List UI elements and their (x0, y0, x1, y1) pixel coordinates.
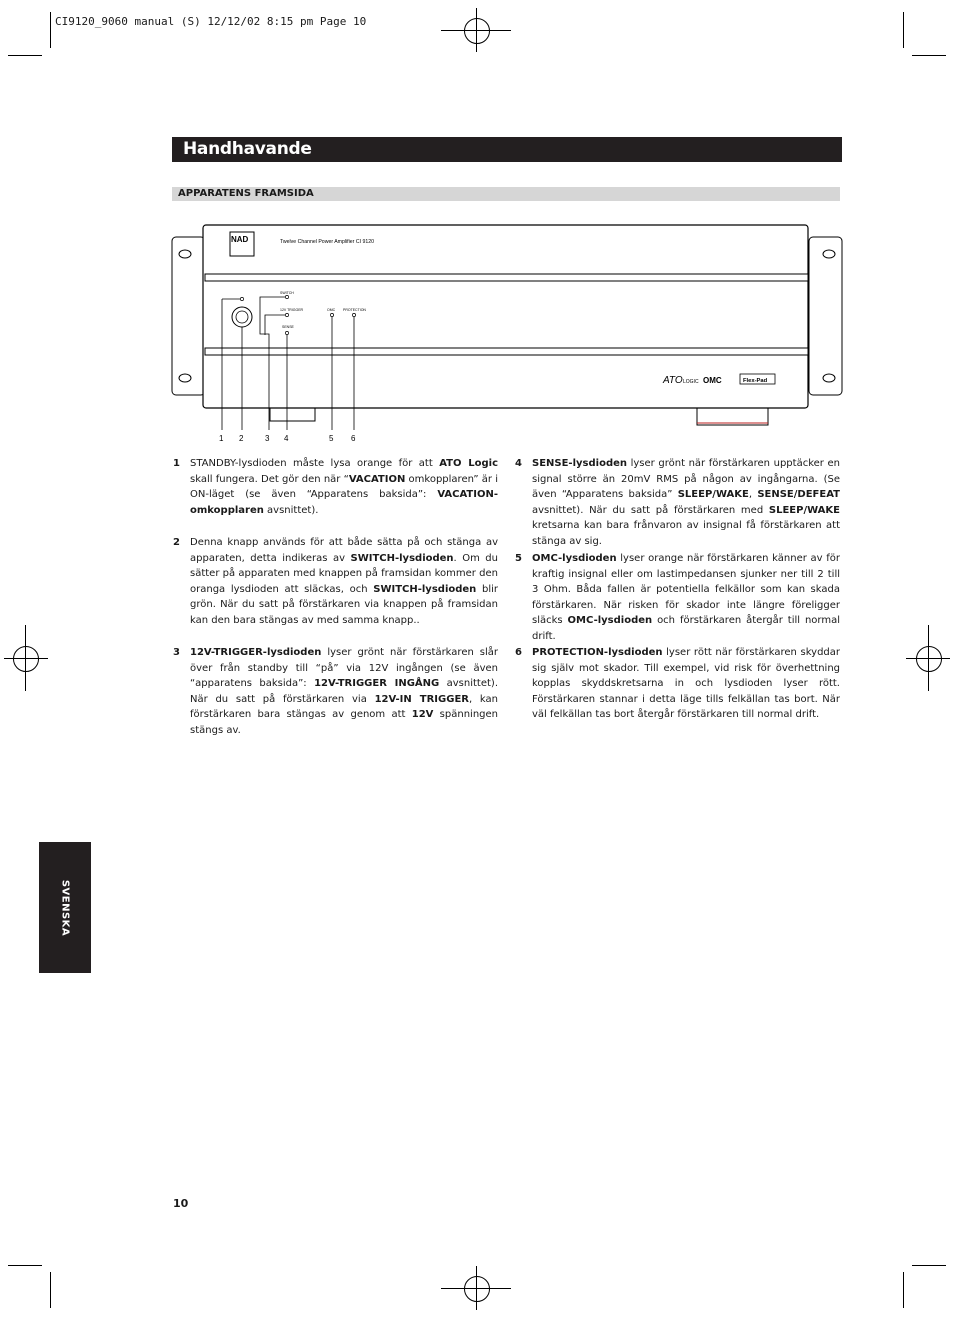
callout-number: 3 (265, 434, 270, 443)
subsection-title: APPARATENS FRAMSIDA (178, 188, 314, 199)
item-number: 2 (173, 537, 180, 548)
omc-logo: OMC (703, 376, 722, 385)
item-text: STANDBY-lysdioden måste lysa orange för att ATO Logic skall fungera. Det gör den när “VACATION omkopplaren” är i ON-läget (se även “Apparatens baksida”: VACATION-omkopplaren avsnittet). (190, 458, 498, 516)
ato-logic-logo: ATO (663, 375, 683, 386)
panel-divider-top (205, 274, 808, 281)
nad-logo: NAD (231, 235, 249, 244)
model-text: Twelve Channel Power Amplifier CI 9120 (280, 239, 374, 245)
crop-mark (903, 1272, 904, 1308)
item-text: PROTECTION-lysdioden lyser rött när förstärkaren skyddar sig själv mot skador. Till exempel, vid risk för överhettning kopplas skyddskretsarna in och lysdioden lyser rött. Förstärkaren stannar i detta läge tills felkällan tas bort. När väl felkällan tas bort återgår förstärkaren till normal drift. (532, 647, 840, 721)
subsection-bar (172, 187, 840, 201)
item-number: 3 (173, 647, 180, 658)
omc-led (330, 313, 333, 316)
rack-hole (823, 250, 835, 258)
section-header-bar (172, 137, 842, 162)
led-label-switch: SWITCH (280, 291, 294, 295)
rack-hole (179, 374, 191, 382)
led-label-trigger: 12V TRIGGER (280, 308, 304, 312)
trigger-led (285, 313, 288, 316)
led-label-protection: PROTECTION (343, 308, 366, 312)
crop-mark (50, 12, 51, 48)
rack-hole (179, 250, 191, 258)
switch-led (285, 295, 288, 298)
callout-number: 5 (329, 434, 334, 443)
led-label-omc: OMC (327, 308, 336, 312)
front-panel-diagram (165, 218, 850, 448)
print-slug: CI9120_9060 manual (S) 12/12/02 8:15 pm Page 10 (55, 15, 367, 28)
crop-mark (8, 55, 42, 56)
language-side-tab (39, 842, 91, 973)
page-number: 10 (173, 1197, 189, 1210)
crop-mark (912, 1265, 946, 1266)
callout-number: 6 (351, 434, 356, 443)
foot-right (697, 408, 768, 425)
protection-led (352, 313, 355, 316)
callout-number: 4 (284, 434, 289, 443)
item-text: 12V-TRIGGER-lysdioden lyser grönt när förstärkaren slår över från standby till “på” via 12V ingången (se även “apparatens baksida”: 12V-TRIGGER INGÅNG avsnittet). När du satt på förstärkaren via 12V-IN TRIGGER, kan förstärkaren bara stängas av genom att 12V spänningen stängs av. (190, 647, 499, 736)
item-text: SENSE-lysdioden lyser grönt när förstärkaren upptäcker en signal större än 20mV RMS på någon av ingångarna. (Se även “Apparatens baksida” SLEEP/WAKE, SENSE/DEFEAT avsnittet). När du satt på förstärkaren med SLEEP/WAKE kretsarna kan bara frånvaron av insignal få förstärkaren att stänga av sig. (532, 458, 840, 547)
item-number: 6 (515, 647, 522, 658)
crop-mark (912, 55, 946, 56)
crop-mark (50, 1272, 51, 1308)
page-title: Handhavande (183, 139, 312, 159)
rack-hole (823, 374, 835, 382)
item-number: 4 (515, 458, 522, 469)
rack-ear-right (809, 237, 842, 395)
callout-number: 1 (219, 434, 224, 443)
panel-divider-bottom (205, 348, 808, 355)
crop-mark (8, 1265, 42, 1266)
sense-led (285, 331, 288, 334)
crop-mark (903, 12, 904, 48)
standby-led (240, 297, 243, 300)
callout-number: 2 (239, 434, 244, 443)
item-text: OMC-lysdioden lyser orange när förstärkaren känner av för kraftig insignal eller om lastimpedansen sjunker ner till 2 till 3 Ohm. Båda fallen är potentiella felkällor som kan skada förstärkaren. När risken för skador inte längre föreligger släcks OMC-lysdioden och förstärkaren återgår till normal drift. (532, 553, 840, 642)
item-text: Denna knapp används för att både sätta på och stänga av apparaten, detta indikeras av SWITCH-lysdioden. Om du sätter på apparaten med knappen på framsidan kommer den oranga lysdioden att släckas, och SWITCH-lysdioden blir grön. När du satt på förstärkaren via knappen på framsidan kan den bara stängas av med samma knapp.. (190, 537, 498, 626)
item-number: 1 (173, 458, 180, 469)
item-number: 5 (515, 553, 522, 564)
language-label: SVENSKA (59, 879, 71, 936)
rack-ear-left (172, 237, 205, 395)
led-label-sense: SENSE (282, 325, 294, 329)
foot-left (270, 408, 315, 421)
flex-pad-logo: Flex-Pad (743, 378, 768, 384)
ato-logic-logo-sub: LOGIC (683, 379, 699, 385)
